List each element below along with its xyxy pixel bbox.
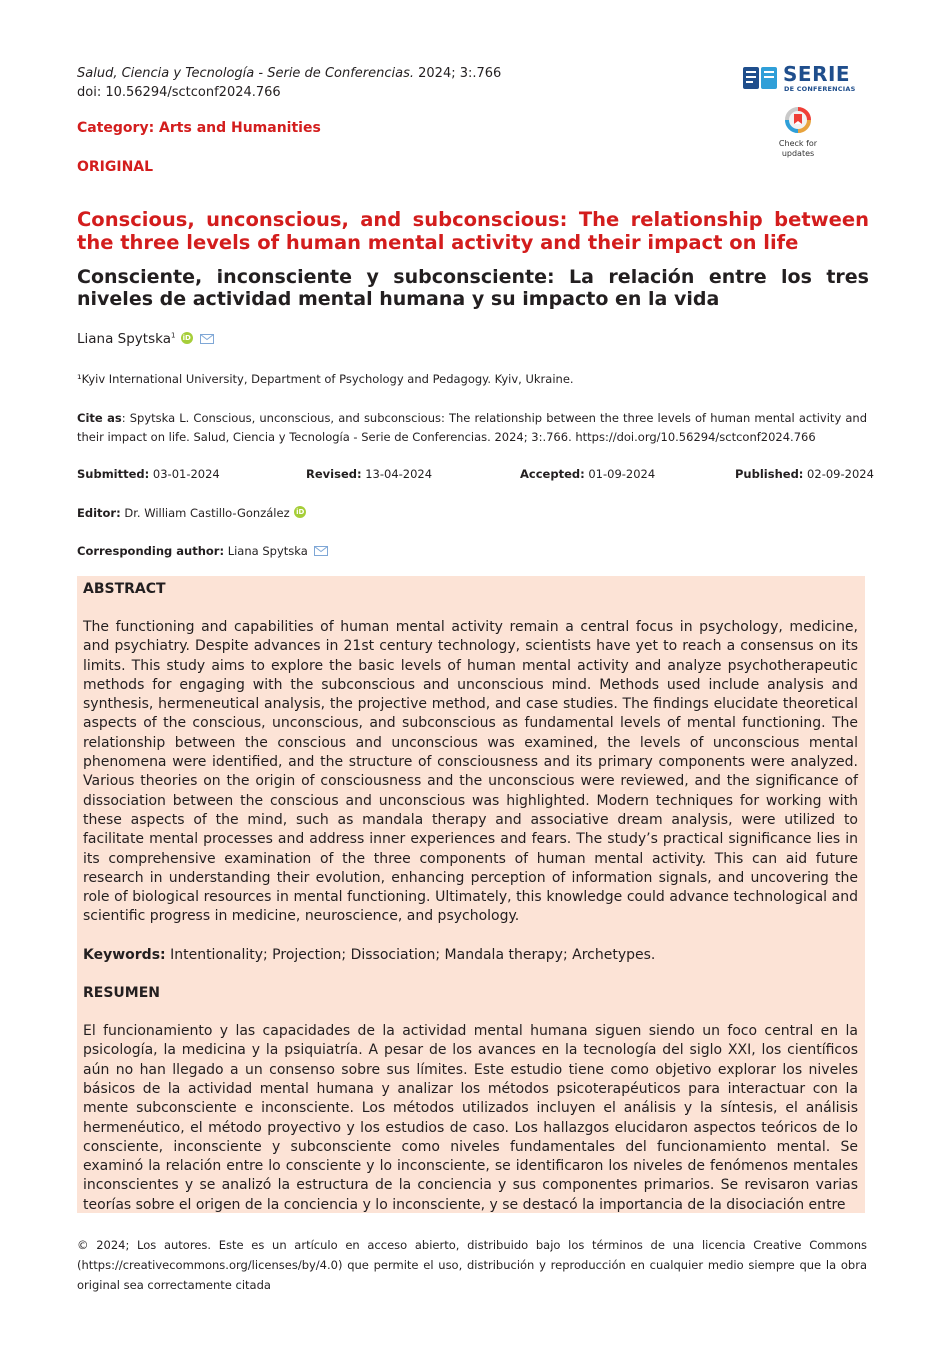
editor-orcid-icon[interactable]: iD (296, 508, 305, 516)
license-notice: © 2024; Los autores. Este es un artículo en acceso abierto, distribuido bajo los términos de una licencia Creative Commons (https://creativecommons.org/licenses/by/4.0) que permite el uso, distribución y reproducción en cualquier medio siempre que la obra original sea correctamente citada (77, 1238, 867, 1292)
resumen-text: El funcionamiento y las capacidades de la actividad mental humana siguen siendo un foco central en la psicología, la medicina y la psiquiatría. A pesar de los avances en la tecnología del siglo XXI, los científicos aún no han llegado a un consenso sobre sus límites. Este estudio tiene como objetivo explorar los niveles básicos de la actividad mental humana y analizar los métodos psicoterapéuticos para interactuar con la mente subconsciente e inconsciente. Los métodos utilizados incluyen el análisis y la síntesis, el análisis hermenéutico, el método proyectivo y los estudios de caso. Los hallazgos elucidaron aspectos teóricos de lo consciente, inconsciente y subconsciente como niveles fundamentales del funcionamiento mental. Se examinó la relación entre lo consciente y lo inconsciente, se identificaron los niveles de fenómenos mentales inconscientes y se analizó la estructura de la conciencia y sus componentes primarios. Se revisaron varias teorías sobre el origen de la conciencia y lo inconsciente, y se destacó la importancia de la disociación entre (83, 1023, 858, 1213)
resumen-heading: RESUMEN (83, 985, 161, 1002)
logo-text: SERIE (783, 62, 851, 86)
orcid-icon[interactable]: iD (182, 334, 191, 342)
check-updates-icon (784, 106, 812, 134)
cite-as (77, 409, 867, 447)
submitted-value: 03-01-2024 (149, 467, 220, 481)
editor-label: Editor: (77, 506, 121, 520)
author-line (77, 331, 214, 347)
accepted-label: Accepted: (520, 467, 585, 481)
published-date (735, 467, 874, 481)
abstract-box (77, 576, 865, 1213)
keywords (83, 946, 858, 965)
author-name: Liana Spytska (77, 331, 171, 347)
journal-name: Salud, Ciencia y Tecnología - Serie de Conferencias. (77, 66, 414, 81)
serie-conferencias-logo (743, 64, 868, 96)
accepted-date (520, 467, 655, 481)
doi[interactable]: doi: 10.56294/sctconf2024.766 (77, 85, 281, 100)
check-label-2: updates (781, 149, 815, 158)
abstract-heading: ABSTRACT (83, 581, 166, 597)
email-icon[interactable] (314, 546, 328, 556)
corresponding-name: Liana Spytska (224, 544, 308, 558)
corresponding-label: Corresponding author: (77, 544, 225, 558)
title-spanish: Consciente, inconsciente y subconsciente: La relación entre los tres niveles de actividad mental humana y su impacto en la vida (77, 266, 869, 310)
published-label: Published: (735, 467, 804, 481)
category: Category: Arts and Humanities (77, 120, 321, 136)
email-icon[interactable] (200, 334, 214, 344)
published-value: 02-09-2024 (803, 467, 874, 481)
submitted-date (77, 467, 220, 481)
title-english: Conscious, unconscious, and subconscious: The relationship between the three levels of human mental activity and their impact on life (77, 208, 869, 254)
editor-line (77, 506, 306, 520)
journal-header (77, 64, 501, 102)
author-affil-sup: 1 (170, 331, 176, 340)
corresponding-author (77, 544, 328, 558)
affiliation: ¹Kyiv International University, Department of Psychology and Pedagogy. Kyiv, Ukraine. (77, 372, 574, 386)
logo-subtext: DE CONFERENCIAS (784, 85, 856, 93)
revised-label: Revised: (306, 467, 362, 481)
check-label-1: Check for (778, 139, 818, 148)
keywords-label: Keywords: (83, 946, 166, 963)
book-logo-icon (743, 67, 779, 91)
cite-label: Cite as (77, 411, 122, 425)
check-for-updates[interactable] (770, 106, 826, 158)
revised-date (306, 467, 432, 481)
accepted-value: 01-09-2024 (584, 467, 656, 481)
submitted-label: Submitted: (77, 467, 150, 481)
revised-value: 13-04-2024 (361, 467, 433, 481)
cite-text: : Spytska L. Conscious, unconscious, and subconscious: The relationship between the three levels of human mental activity and their impact on life. Salud, Ciencia y Tecnología - Serie de Conferencias. 2024; 3:.766. https://doi.org/10.56294/sctconf2024.766 (77, 411, 867, 444)
keywords-value: Intentionality; Projection; Dissociation; Mandala therapy; Archetypes. (165, 946, 656, 963)
abstract-text: The functioning and capabilities of human mental activity remain a central focus in psychology, medicine, and psychiatry. Despite advances in 21st century technology, scientists have yet to reach a consensus on its limits. This study aims to explore the basic levels of human mental activity and analyze psychotherapeutic methods for engaging with the subconscious and unconscious mind. Methods used include analysis and synthesis, hermeneutical analysis, the projective method, and case studies. The findings elucidate theoretical aspects of the conscious, unconscious, and subconscious as fundamental levels of mental functioning. The relationship between the conscious and unconscious was examined, the levels of unconscious mental phenomena were identified, and the structure of consciousness and its primary components were analyzed. Various theories on the origin of consciousness and the unconscious were reviewed, and the significance of dissociation between the conscious and unconscious was highlighted. Modern techniques for working with these aspects of the mind, such as mandala therapy and associative dream analysis, were utilized to facilitate mental processes and address inner experiences and fears. The study’s practical significance lies in its comprehensive examination of the three components of human mental activity. This can aid future research in understanding their evolution, enhancing perception of information signals, and uncovering the role of biological resources in mental functioning. Ultimately, this knowledge could advance technological and scientific progress in medicine, neuroscience, and psychology. (83, 619, 858, 925)
article-type: ORIGINAL (77, 159, 154, 175)
journal-issue: 2024; 3:.766 (414, 66, 502, 81)
editor-name: Dr. William Castillo-González (120, 506, 290, 520)
